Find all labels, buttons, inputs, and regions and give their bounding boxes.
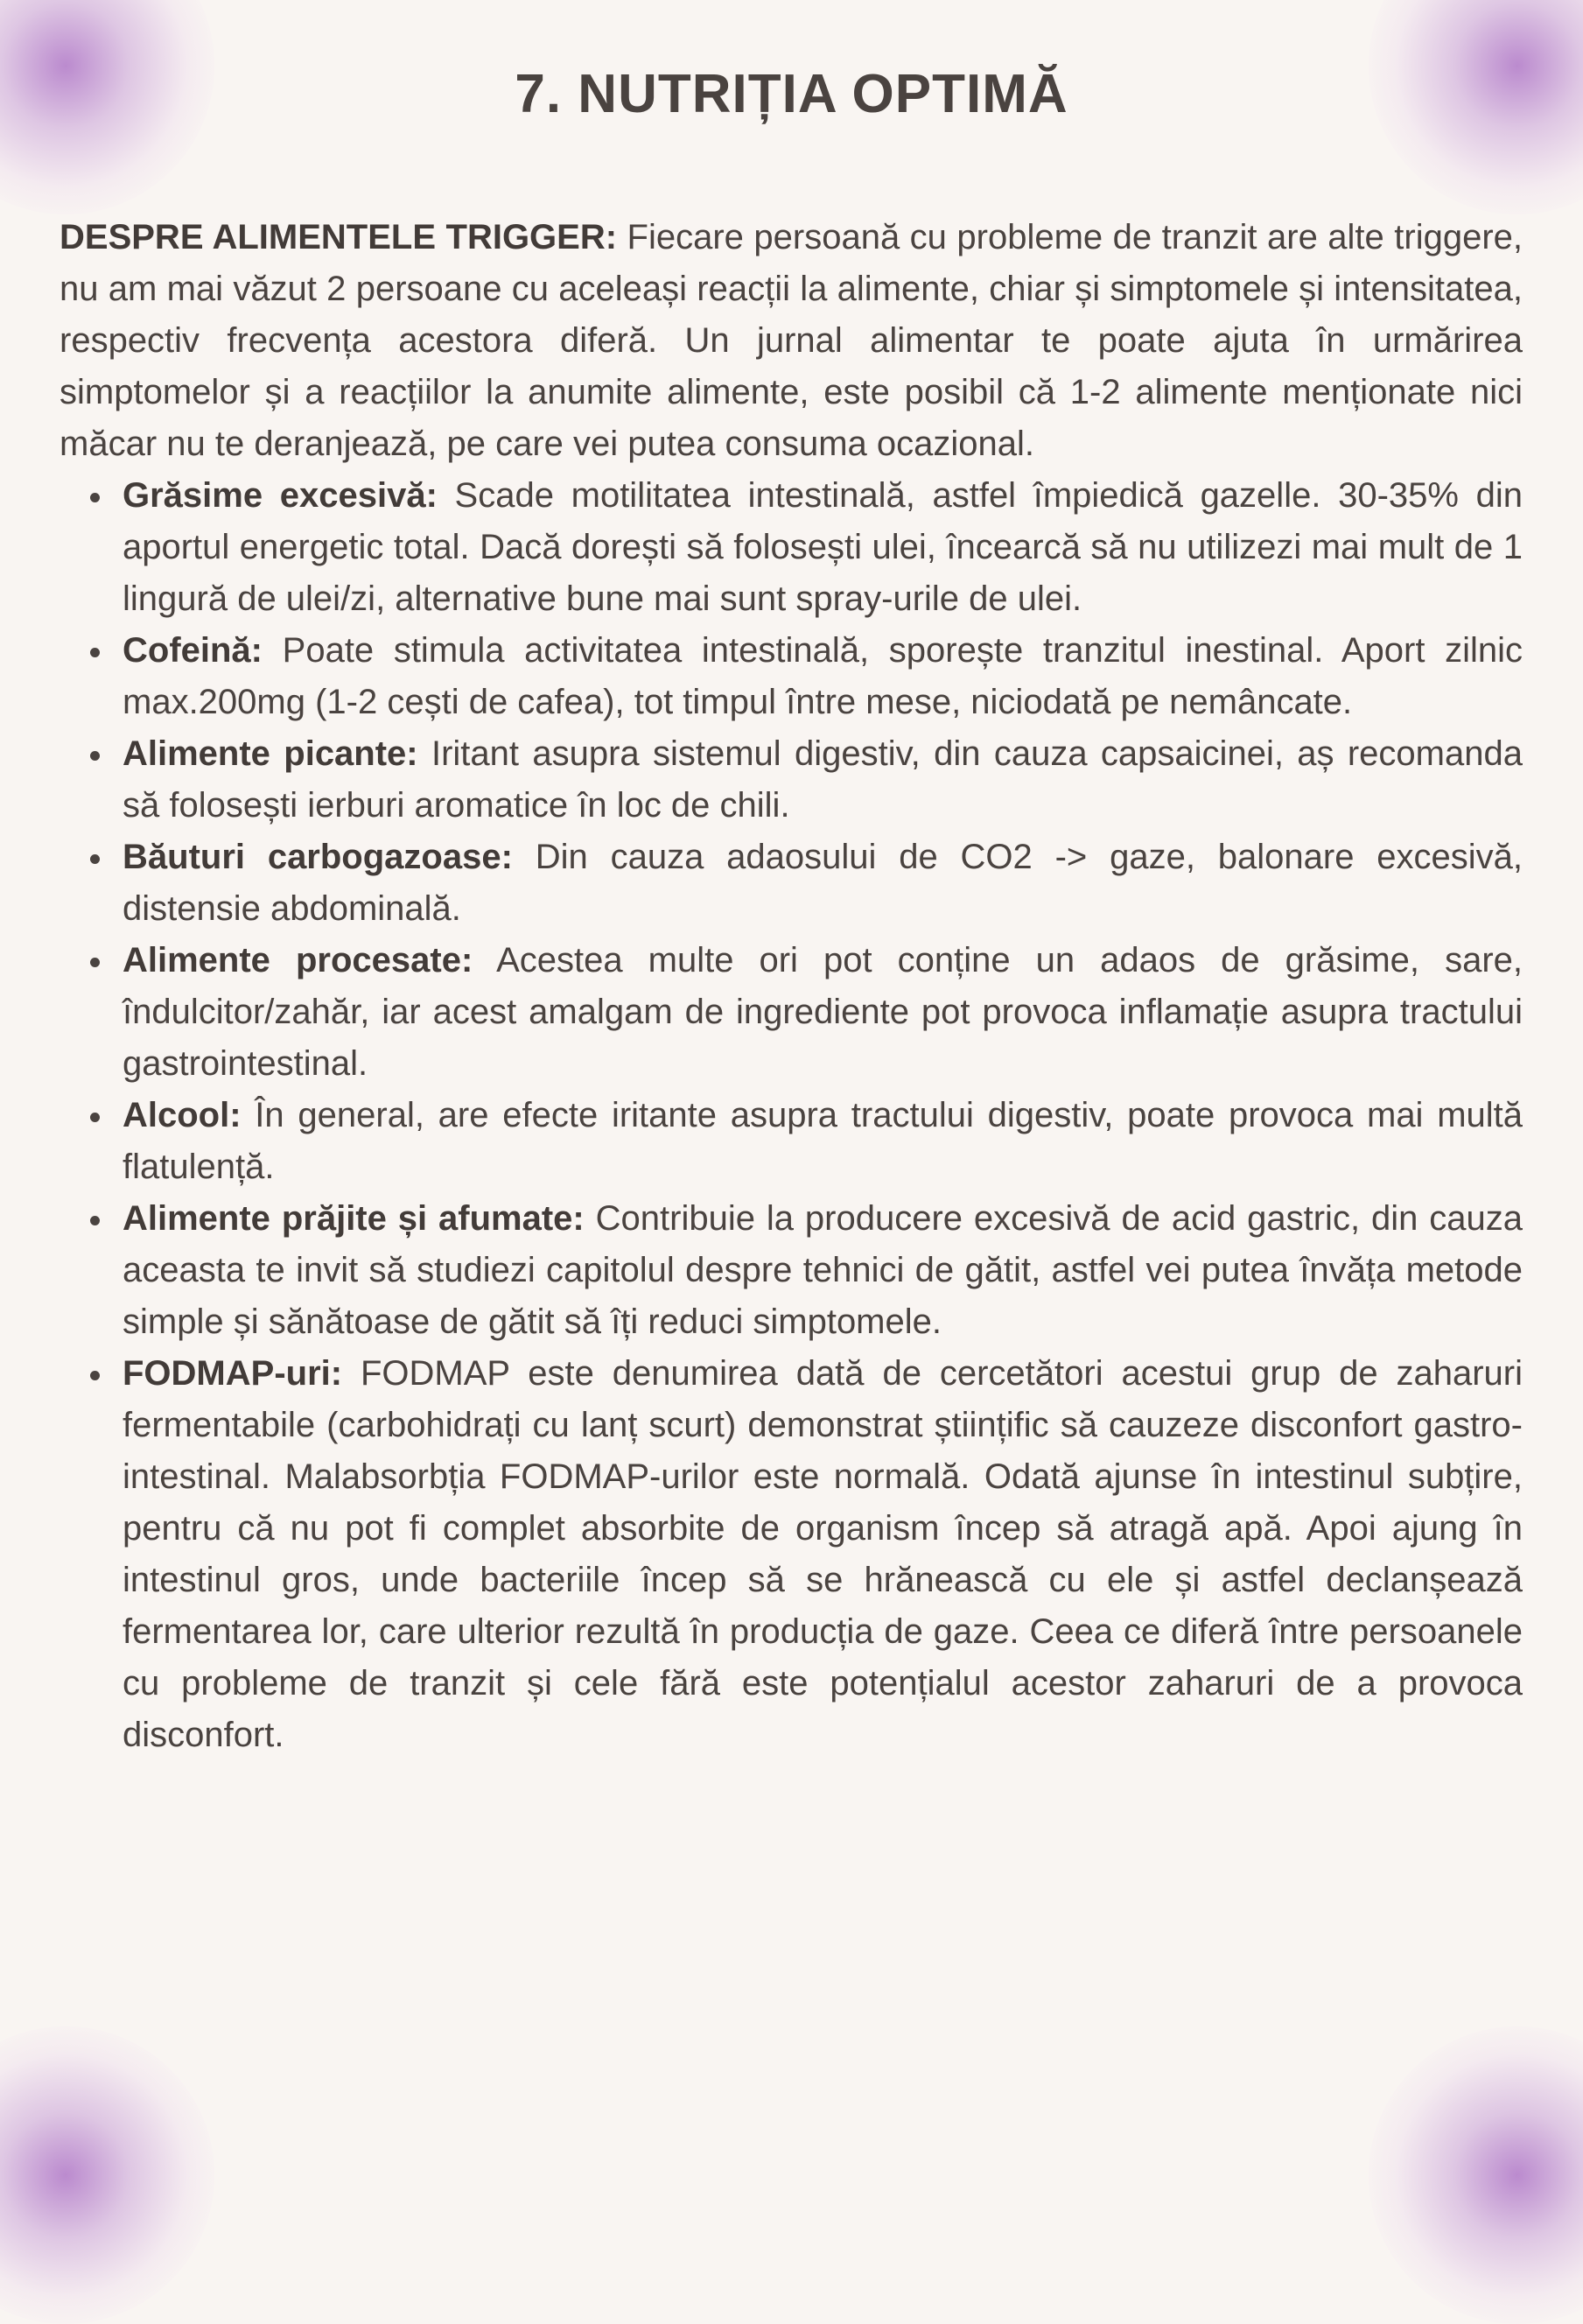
item-label: Cofeină: [123, 631, 263, 670]
item-label: Alcool: [123, 1096, 242, 1134]
item-text: Din cauza adaosului de CO2 -> gaze, balonare excesivă, distensie abdominală. [123, 838, 1523, 928]
item-label: Alimente procesate: [123, 941, 473, 979]
page-title: 7. NUTRIȚIA OPTIMĂ [515, 64, 1068, 124]
list-item [60, 728, 1523, 832]
item-text: Poate stimula activitatea intestinală, sporește tranzitul inestinal. Aport zilnic max.200mg (1-2 cești de cafea), tot timpul între mese, niciodată pe nemâncate. [123, 631, 1523, 721]
list-item [60, 470, 1523, 625]
bullet-icon [90, 1216, 100, 1225]
list-item [60, 1090, 1523, 1193]
bullet-icon [90, 1113, 100, 1122]
item-label: FODMAP-uri: [123, 1354, 343, 1393]
item-text: În general, are efecte iritante asupra tractului digestiv, poate provoca mai multă flatulență. [123, 1096, 1523, 1186]
corner-glow-bottom-right [1369, 2026, 1583, 2324]
bullet-icon [90, 958, 100, 967]
item-text: Acestea multe ori pot conține un adaos de grăsime, sare, îndulcitor/zahăr, iar acest amalgam de ingrediente pot provoca inflamație asupra tractului gastrointestinal. [123, 941, 1523, 1083]
bullet-icon [90, 648, 100, 657]
item-label: Grăsime excesivă: [123, 476, 438, 515]
item-text: Contribuie la producere excesivă de acid gastric, din cauza aceasta te invit să studiezi capitolul despre tehnici de gătit, astfel vei putea învăța metode simple și sănătoase de gătit să îți reduci simptomele. [123, 1199, 1523, 1341]
bullet-icon [90, 1371, 100, 1380]
item-label: Alimente prăjite și afumate: [123, 1199, 585, 1238]
item-text: Iritant asupra sistemul digestiv, din cauza capsaicinei, aș recomanda să folosești ierburi aromatice în loc de chili. [123, 734, 1523, 825]
list-item [60, 1348, 1523, 1761]
item-label: Alimente picante: [123, 734, 418, 773]
item-text: FODMAP este denumirea dată de cercetători acestui grup de zaharuri fermentabile (carbohidrați cu lanț scurt) demonstrat științific să cauzeze disconfort gastro-intestinal. Malabsorbția FODMAP-urilor este normală. Odată ajunse în intestinul subțire, pentru că nu pot fi complet absorbite de organism încep să atragă apă. Apoi ajung în intestinul gros, unde bacteriile încep să se hrănească cu ele și astfel declanșează fermentarea lor, care ulterior rezultă în producția de gaze. Ceea ce diferă între persoanele cu probleme de tranzit și cele fără este potențialul acestor zaharuri de a provoca disconfort. [123, 1354, 1523, 1754]
intro-paragraph [60, 212, 1523, 470]
list-item [60, 935, 1523, 1090]
bullet-icon [90, 751, 100, 761]
list-item [60, 625, 1523, 728]
list-item [60, 1193, 1523, 1348]
document-body [60, 212, 1523, 1761]
intro-label: DESPRE ALIMENTELE TRIGGER: [60, 218, 618, 256]
corner-glow-bottom-left [0, 2026, 214, 2324]
trigger-food-list [60, 470, 1523, 1761]
item-text: Scade motilitatea intestinală, astfel împiedică gazelle. 30-35% din aportul energetic total. Dacă dorești să folosești ulei, încearcă să nu utilizezi mai mult de 1 lingură de ulei/zi, alternative bune mai sunt spray-urile de ulei. [123, 476, 1523, 618]
intro-text: Fiecare persoană cu probleme de tranzit are alte triggere, nu am mai văzut 2 persoane cu aceleași reacții la alimente, chiar și simptomele și intensitatea, respectiv frecvența acestora diferă. Un jurnal alimentar te poate ajuta în urmărirea simptomelor și a reacțiilor la anumite alimente, este posibil că 1-2 alimente menționate nici măcar nu te deranjează, pe care vei putea consuma ocazional. [60, 218, 1523, 463]
bullet-icon [90, 854, 100, 864]
item-label: Băuturi carbogazoase: [123, 838, 513, 876]
bullet-icon [90, 493, 100, 502]
list-item [60, 832, 1523, 935]
